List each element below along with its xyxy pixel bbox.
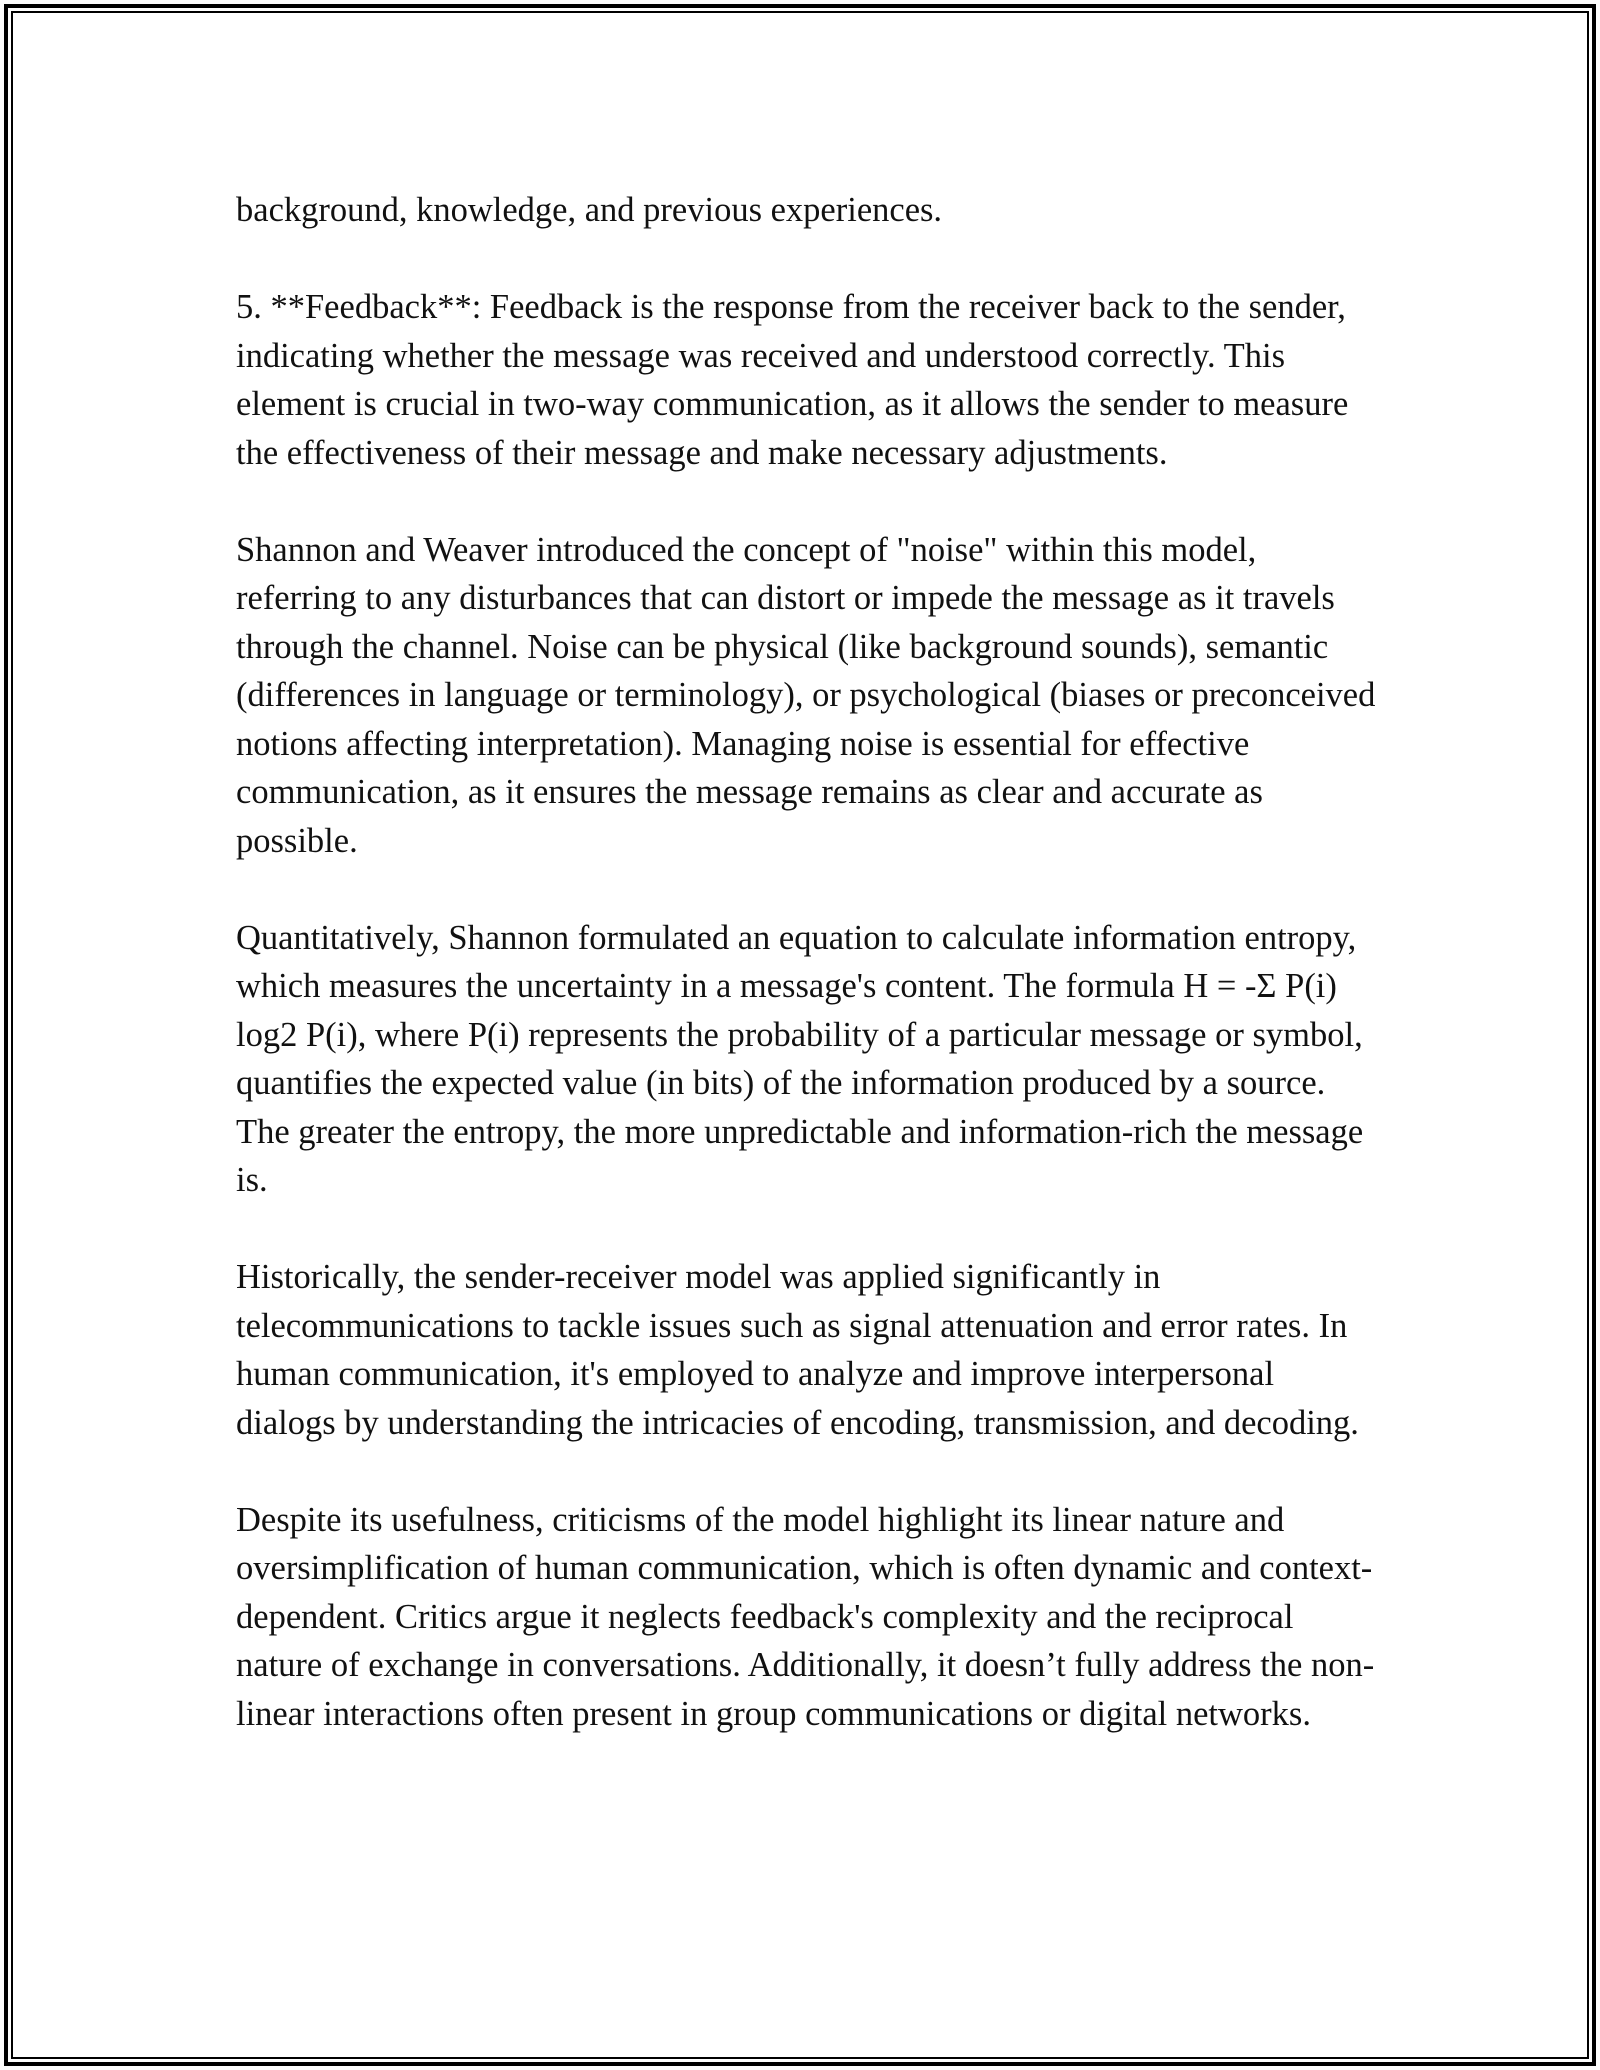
paragraph-entropy: Quantitatively, Shannon formulated an equation to calculate information entropy, which measures the uncertainty in a message's content. The formula H = -Σ P(i) log2 P(i), where P(i) represents the probability of a particular message or symbol, quantifies the expected value (in bits) of the information produced by a source. The greater the entropy, the more unpredictable and information-rich the message is. <box>236 918 1364 1199</box>
document-body <box>236 186 1376 1787</box>
paragraph-feedback: 5. **Feedback**: Feedback is the response from the receiver back to the sender, indicating whether the message was received and understood correctly. This element is crucial in two-way communication, as it allows the sender to measure the effectiveness of their message and make necessary adjustments. <box>236 288 1349 472</box>
paragraph-criticism: Despite its usefulness, criticisms of the model highlight its linear nature and oversimplification of human communication, which is often dynamic and context-dependent. Critics argue it neglects feedback's complexity and the reciprocal nature of exchange in conversations. Additionally, it doesn’t fully address the non-linear interactions often present in group communications or digital networks. <box>236 1500 1375 1733</box>
paragraph-noise: Shannon and Weaver introduced the concept of "noise" within this model, referring to any disturbances that can distort or impede the message as it travels through the channel. Noise can be physical (like background sounds), semantic (differences in language or terminology), or psychological (biases or preconceived notions affecting interpretation). Managing noise is essential for effective communication, as it ensures the message remains as clear and accurate as possible. <box>236 530 1376 860</box>
paragraph-sender-background: background, knowledge, and previous experiences. <box>236 191 943 229</box>
paragraph-history: Historically, the sender-receiver model was applied significantly in telecommunications to tackle issues such as signal attenuation and error rates. In human communication, it's employed to analyze and improve interpersonal dialogs by understanding the intricacies of encoding, transmission, and decoding. <box>236 1258 1359 1442</box>
